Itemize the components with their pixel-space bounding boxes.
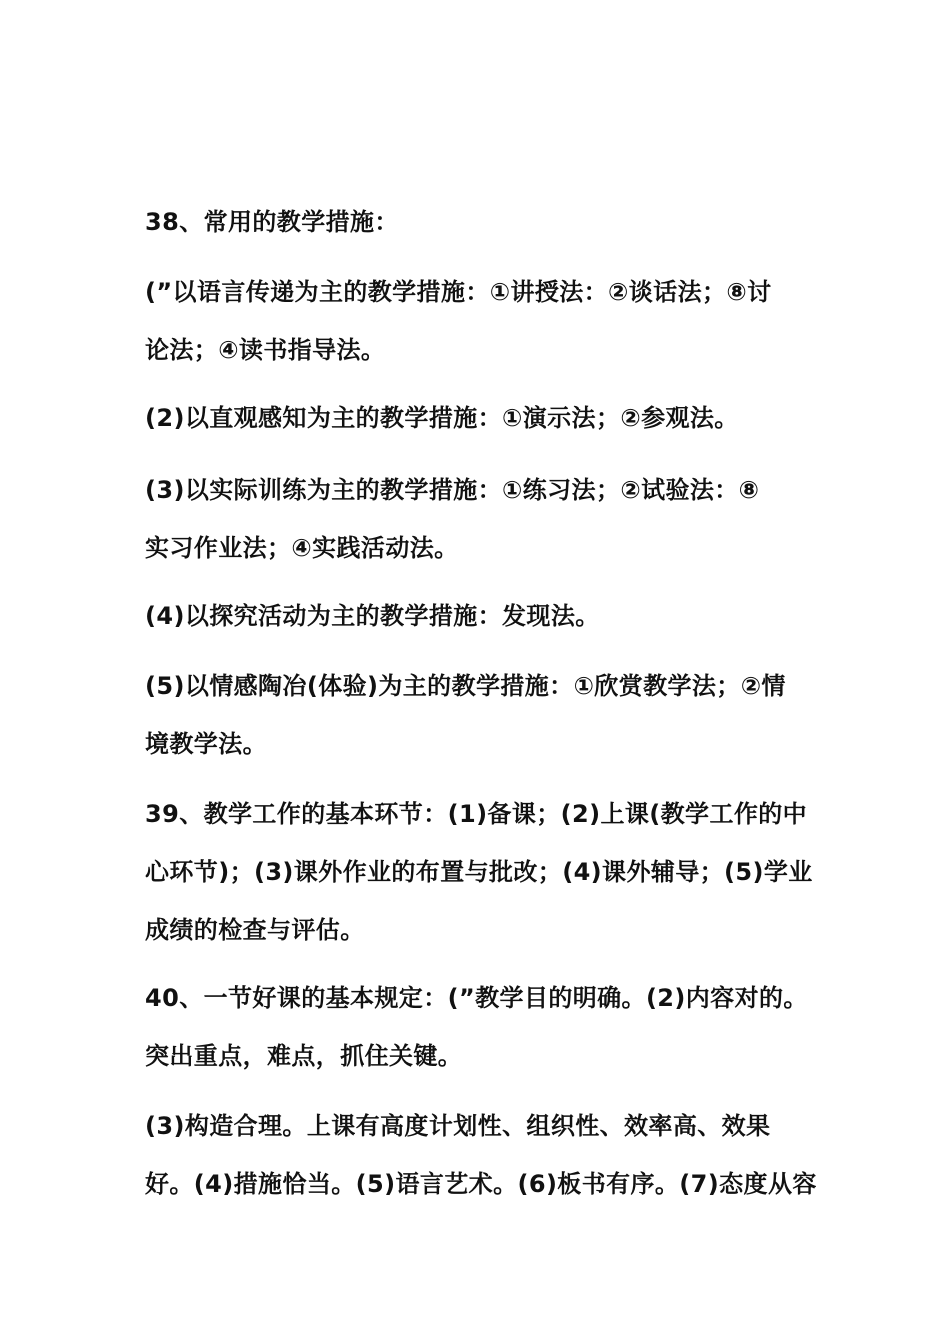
- heading-38: 38、常用的教学措施：: [145, 208, 399, 236]
- paragraph-line: 成绩的检查与评估。: [145, 916, 365, 944]
- paragraph-line: 境教学法。: [145, 730, 267, 758]
- paragraph-line: (4)以探究活动为主的教学措施：发现法。: [145, 602, 600, 630]
- paragraph-line: 实习作业法；④实践活动法。: [145, 534, 459, 562]
- paragraph-line: 好。(4)措施恰当。(5)语言艺术。(6)板书有序。(7)态度从容: [145, 1170, 817, 1198]
- paragraph-line: (5)以情感陶冶(体验)为主的教学措施：①欣赏教学法；②情: [145, 672, 786, 700]
- paragraph-line: 突出重点，难点，抓住关键。: [145, 1042, 463, 1070]
- paragraph-line: (3)以实际训练为主的教学措施：①练习法；②试验法：⑧: [145, 476, 760, 504]
- paragraph-line: (2)以直观感知为主的教学措施：①演示法；②参观法。: [145, 404, 739, 432]
- paragraph-line: 论法；④读书指导法。: [145, 336, 386, 364]
- paragraph-line: (3)构造合理。上课有高度计划性、组织性、效率高、效果: [145, 1112, 771, 1140]
- heading-39: 39、教学工作的基本环节：(1)备课；(2)上课(教学工作的中: [145, 800, 808, 828]
- paragraph-line: 心环节)；(3)课外作业的布置与批改；(4)课外辅导；(5)学业: [145, 858, 813, 886]
- paragraph-line: (”以语言传递为主的教学措施：①讲授法：②谈话法；⑧讨: [145, 278, 772, 306]
- heading-40: 40、一节好课的基本规定：(”教学目的明确。(2)内容对的。: [145, 984, 808, 1012]
